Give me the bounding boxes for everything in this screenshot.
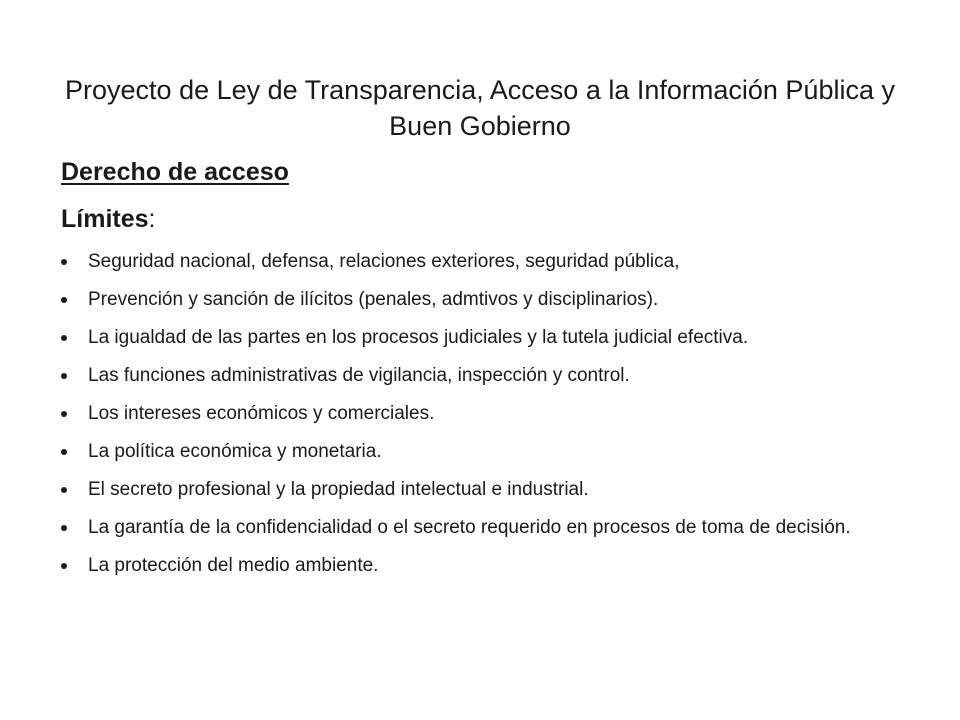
list-item-text: El secreto profesional y la propiedad intelectual e industrial. bbox=[88, 479, 589, 500]
list-item bbox=[61, 399, 896, 428]
list-item bbox=[61, 247, 896, 276]
list-item-text: Los intereses económicos y comerciales. bbox=[88, 403, 435, 424]
list-item bbox=[61, 437, 896, 466]
list-item bbox=[61, 513, 896, 542]
limits-label: Límites bbox=[61, 205, 149, 233]
slide-title: Proyecto de Ley de Transparencia, Acceso a la Información Pública y Buen Gobierno bbox=[65, 75, 895, 141]
bullet-icon bbox=[61, 487, 67, 493]
limits-colon: : bbox=[148, 205, 156, 233]
list-item-text: Prevención y sanción de ilícitos (penales, admtivos y disciplinarios). bbox=[88, 289, 659, 310]
bullet-icon bbox=[61, 259, 67, 265]
list-item-text: La política económica y monetaria. bbox=[88, 441, 382, 462]
limits-heading bbox=[61, 203, 155, 235]
bullet-icon bbox=[61, 297, 67, 303]
bullet-icon bbox=[61, 525, 67, 531]
list-item-text: Seguridad nacional, defensa, relaciones exteriores, seguridad pública, bbox=[88, 251, 680, 272]
bullet-icon bbox=[61, 335, 67, 341]
list-item-text: La protección del medio ambiente. bbox=[88, 555, 379, 576]
section-heading: Derecho de acceso bbox=[61, 158, 289, 186]
list-item-text: La garantía de la confidencialidad o el secreto requerido en procesos de toma de decisión. bbox=[88, 517, 851, 538]
list-item bbox=[61, 285, 896, 314]
bullet-icon bbox=[61, 563, 67, 569]
list-item bbox=[61, 551, 896, 580]
list-item bbox=[61, 361, 896, 390]
list-item-text: Las funciones administrativas de vigilancia, inspección y control. bbox=[88, 365, 630, 386]
bullet-icon bbox=[61, 373, 67, 379]
bullet-icon bbox=[61, 449, 67, 455]
list-item bbox=[61, 323, 896, 352]
bullet-icon bbox=[61, 411, 67, 417]
list-item-text: La igualdad de las partes en los procesos judiciales y la tutela judicial efectiva. bbox=[88, 327, 749, 348]
limits-list bbox=[61, 247, 896, 589]
list-item bbox=[61, 475, 896, 504]
